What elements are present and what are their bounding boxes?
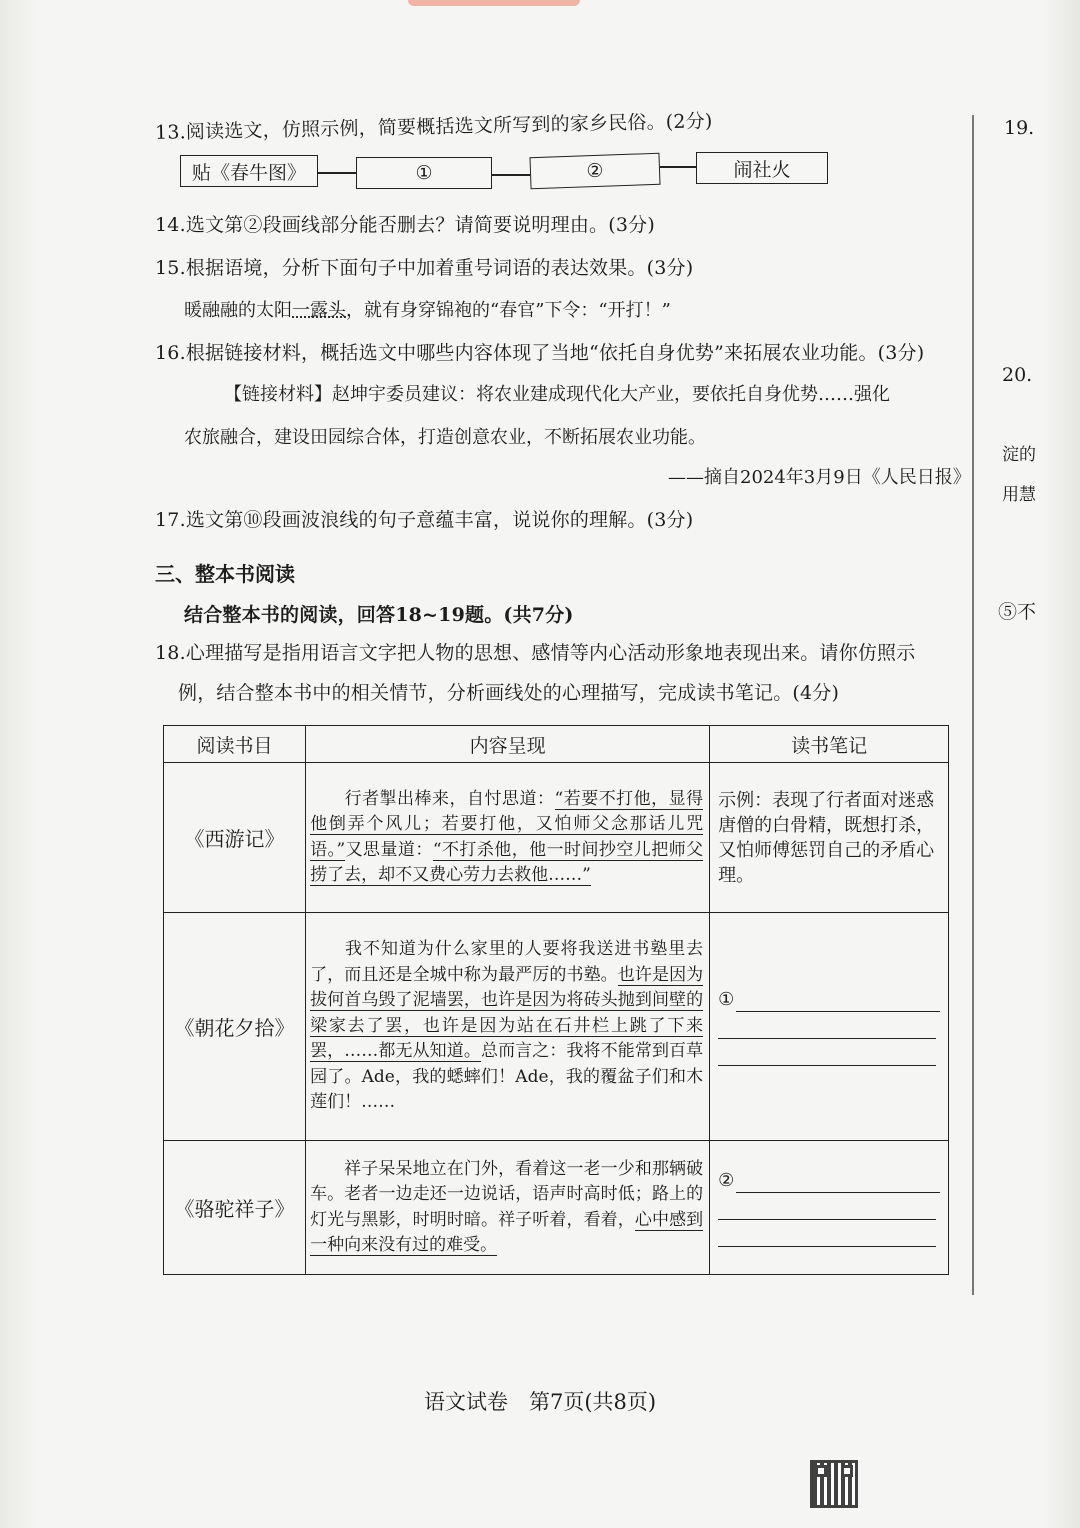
question-17: 17.选文第⑩段画波浪线的句子意蕴丰富，说说你的理解。(3分)	[155, 509, 694, 531]
next-page-q19: 19.	[1004, 117, 1035, 139]
underlined-text: 心中感到一种向来没有过的难受。	[310, 1209, 704, 1255]
content-text: 行者掣出棒来，自忖思道：	[344, 788, 555, 809]
column-divider	[972, 115, 974, 1295]
note-cell	[710, 913, 949, 1141]
section-3-instruction: 结合整本书的阅读，回答18~19题。(共7分)	[184, 604, 574, 626]
question-18-line2: 例，结合整本书中的相关情节，分析画线处的心理描写，完成读书笔记。(4分)	[178, 682, 840, 704]
top-red-mark	[408, 0, 580, 6]
book-title: 《朝花夕拾》	[164, 913, 306, 1141]
book-title: 《西游记》	[164, 763, 306, 913]
next-page-fragment: ⑤不	[998, 601, 1037, 623]
blank-line[interactable]	[718, 1041, 936, 1066]
content-text: 祥子呆呆地立在门外，看着这一老一少和那辆破车。老者一边走还一边说话，语声时高时低；路上的灯光与黑影，时明时暗。祥子听着，看着，	[310, 1158, 704, 1230]
example-note: 示例：表现了行者面对迷惑唐僧的白骨精，既想打杀，又怕师傅惩罚自己的矛盾心理。	[718, 789, 935, 886]
chain-connector	[660, 166, 696, 168]
link-material-line2: 农旅融合，建设田园综合体，打造创意农业，不断拓展农业功能。	[184, 427, 706, 448]
content-text: 我不知道为什么家里的人要将我送进书塾里去了，而且还是全城中称为最严厉的书塾。	[310, 939, 704, 985]
chain-connector	[492, 174, 530, 176]
question-15: 15.根据语境，分析下面句子中加着重号词语的表达效果。(3分)	[155, 257, 694, 279]
link-material-source: ——摘自2024年3月9日《人民日报》	[668, 467, 971, 488]
blank-line	[736, 989, 940, 1012]
table-row	[164, 763, 949, 913]
emphasized-word: 一露头	[292, 300, 346, 321]
section-3-title: 三、整本书阅读	[155, 562, 295, 586]
content-cell	[306, 913, 710, 1141]
note-cell	[710, 763, 949, 913]
content-cell	[306, 1141, 710, 1275]
blank-label: ②	[718, 1170, 735, 1191]
link-material-line1: 【链接材料】赵坤宇委员建议：将农业建成现代化大产业，要依托自身优势……强化	[224, 384, 890, 405]
question-13: 13.阅读选文，仿照示例，简要概括选文所写到的家乡民俗。(2分)	[154, 110, 713, 144]
chain-box-2: ①	[356, 157, 492, 189]
sentence-part: 暖融融的太阳	[184, 300, 292, 321]
content-cell	[306, 763, 710, 913]
note-cell	[710, 1141, 949, 1275]
content-text: 又思量道：	[345, 839, 433, 860]
blank-line[interactable]	[718, 1222, 936, 1247]
question-18-line1: 18.心理描写是指用语言文字把人物的思想、感情等内心活动形象地表现出来。请你仿照示	[155, 642, 916, 664]
blank-label: ①	[718, 989, 735, 1010]
reading-notes-table	[163, 725, 949, 1275]
sentence-part: ，就有身穿锦袍的“春官”下令：“开打！”	[346, 300, 671, 321]
underlined-text: “若要不打他，显得他倒弄个风儿；若要打他，又怕师父念那话儿咒语。”	[310, 788, 704, 860]
question-15-sentence	[184, 296, 671, 322]
header-content: 内容呈现	[306, 726, 710, 763]
next-page-fragment: 淀的	[1002, 445, 1036, 465]
answer-blank-1[interactable]	[718, 987, 940, 1012]
chain-box-3: ②	[529, 153, 660, 190]
underlined-text: 也许是因为拔何首乌毁了泥墙罢，也许是因为将砖头抛到间壁的梁家去了罢，也许是因为站在石井栏上跳了下来罢，……都无从知道。	[310, 964, 704, 1062]
table-row	[164, 1141, 949, 1275]
header-book: 阅读书目	[164, 726, 306, 763]
qr-code-icon	[810, 1460, 858, 1508]
chain-connector	[318, 172, 356, 174]
content-text: 总而言之：我将不能常到百草园了。Ade，我的蟋蟀们！Ade，我的覆盆子们和木莲们！……	[310, 1041, 704, 1113]
table-header-row	[164, 726, 949, 763]
blank-line[interactable]	[718, 1014, 936, 1039]
blank-line	[736, 1170, 940, 1193]
question-14: 14.选文第②段画线部分能否删去？请简要说明理由。(3分)	[155, 214, 655, 236]
next-page-q20: 20.	[1002, 364, 1033, 386]
page-footer: 语文试卷 第7页(共8页)	[424, 1390, 657, 1414]
question-16: 16.根据链接材料，概括选文中哪些内容体现了当地“依托自身优势”来拓展农业功能。(3分)	[155, 342, 925, 364]
book-title: 《骆驼祥子》	[164, 1141, 306, 1275]
chain-box-1: 贴《春牛图》	[180, 155, 318, 187]
next-page-fragment: 用慧	[1002, 485, 1036, 505]
table-row	[164, 913, 949, 1141]
underlined-text: “不打杀他，他一时间抄空儿把师父捞了去，却不又费心劳力去救他……”	[310, 839, 704, 885]
blank-line[interactable]	[718, 1195, 936, 1220]
chain-box-4: 闹社火	[696, 152, 828, 184]
answer-blank-2[interactable]	[718, 1168, 940, 1193]
header-notes: 读书笔记	[710, 726, 949, 763]
